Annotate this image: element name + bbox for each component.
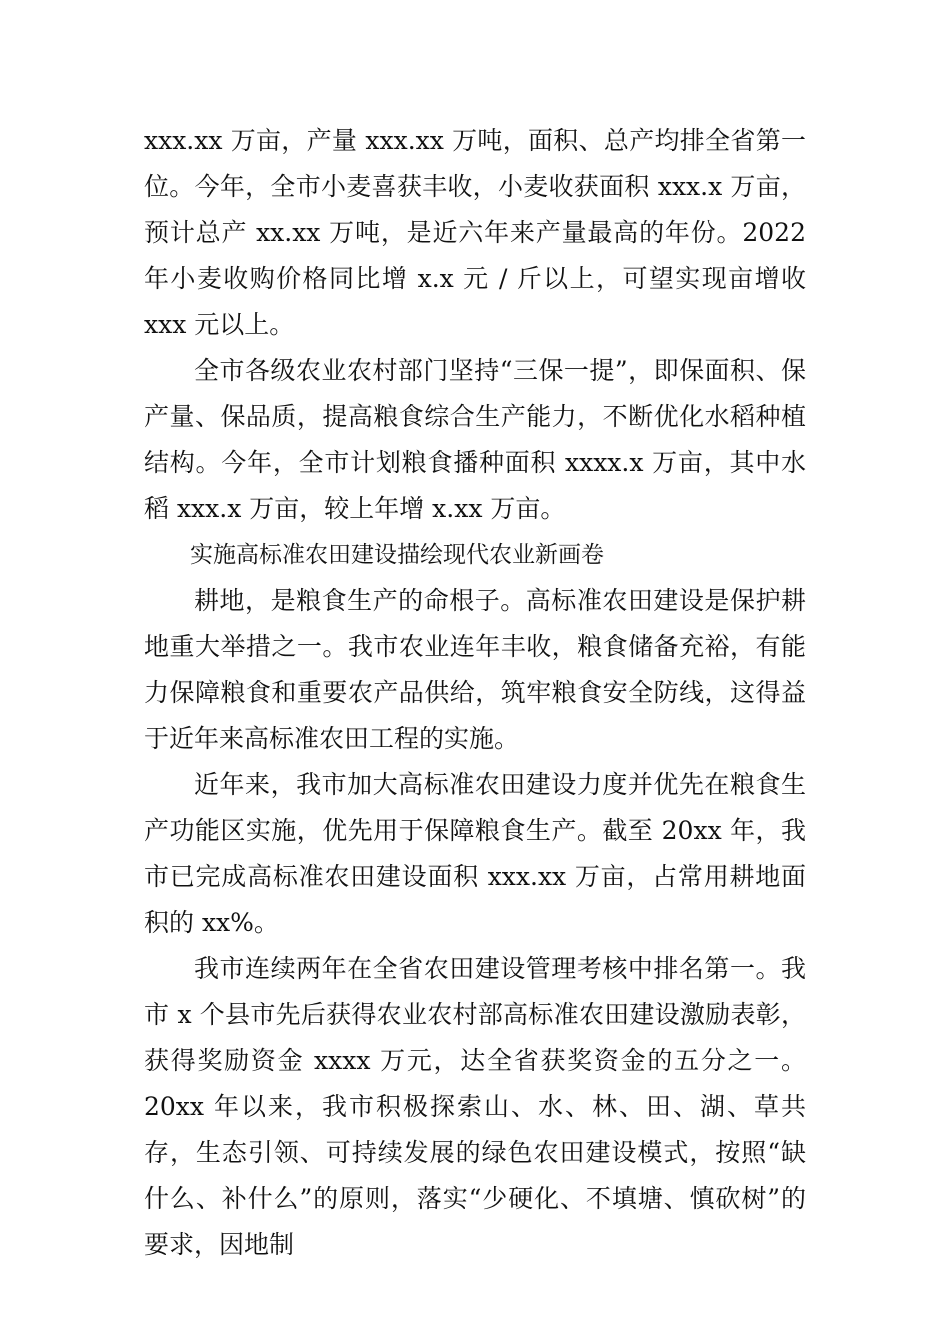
paragraph-farmland-importance: 耕地，是粮食生产的命根子。高标准农田建设是保护耕地重大举措之一。我市农业连年丰收，粮食储备充裕，有能力保障粮食和重要农产品供给，筑牢粮食安全防线，这得益于近年来高标准农田工程的实施。 <box>144 586 806 753</box>
paragraph-farmland-progress: 近年来，我市加大高标准农田建设力度并优先在粮食生产功能区实施，优先用于保障粮食生产。截至 20xx 年，我市已完成高标准农田建设面积 xxx.xx 万亩，占常用耕地面积的 xx%。 <box>144 770 806 937</box>
paragraph-wheat-harvest: xxx.xx 万亩，产量 xxx.xx 万吨，面积、总产均排全省第一位。今年，全市小麦喜获丰收，小麦收获面积 xxx.x 万亩，预计总产 xx.xx 万吨，是近六年来产量最高的年份。2022 年小麦收购价格同比增 x.x 元 / 斤以上，可望实现亩增收 xxx 元以上。 <box>144 126 806 339</box>
document-body <box>144 118 806 1268</box>
section-heading: 实施高标准农田建设描绘现代农业新画卷 <box>190 542 604 568</box>
paragraph-assessment-ranking: 我市连续两年在全省农田建设管理考核中排名第一。我市 x 个县市先后获得农业农村部高标准农田建设激励表彰，获得奖励资金 xxxx 万元，达全省获奖资金的五分之一。20xx 年以来，我市积极探索山、水、林、田、湖、草共存，生态引领、可持续发展的绿色农田建设模式，按照“缺什么、补什么”的原则，落实“少硬化、不填塘、慎砍树”的要求，因地制 <box>144 954 806 1259</box>
paragraph-grain-planting: 全市各级农业农村部门坚持“三保一提”，即保面积、保产量、保品质，提高粮食综合生产能力，不断优化水稻种植结构。今年，全市计划粮食播种面积 xxxx.x 万亩，其中水稻 xxx.x 万亩，较上年增 x.xx 万亩。 <box>144 356 806 523</box>
